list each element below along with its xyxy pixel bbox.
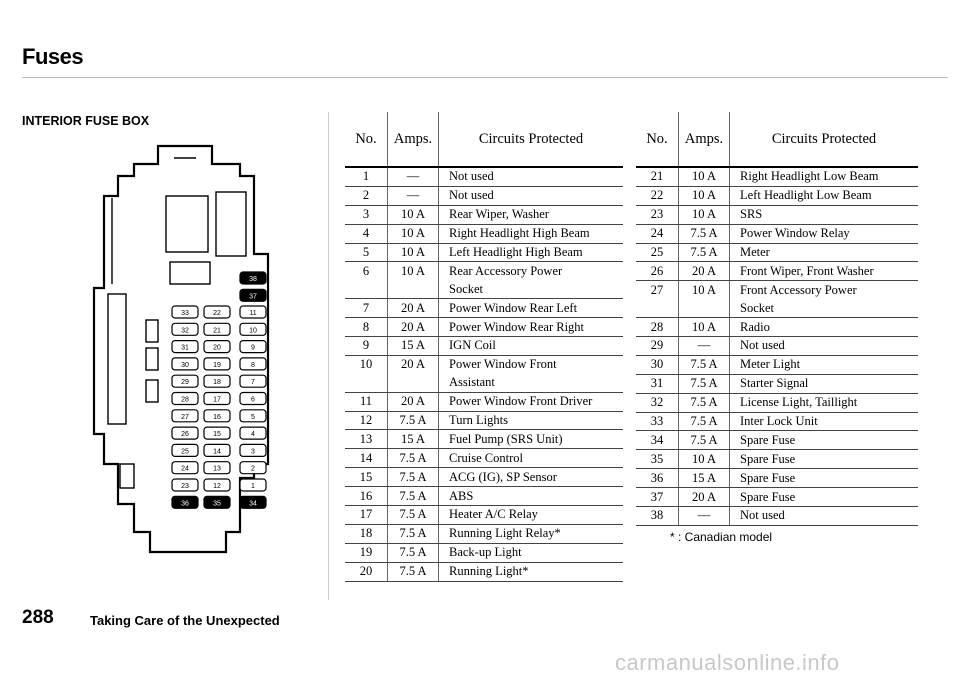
circuit-protected: Rear Accessory Power bbox=[449, 263, 563, 278]
fuse-slot bbox=[240, 444, 266, 456]
section-heading: INTERIOR FUSE BOX bbox=[22, 114, 150, 128]
fuse-slots bbox=[172, 272, 266, 508]
table-row bbox=[636, 393, 918, 412]
fuse-amps: 15 A bbox=[388, 430, 439, 449]
fuse-number: 13 bbox=[345, 430, 388, 449]
fuse-slot bbox=[204, 462, 230, 474]
fuse-number: 37 bbox=[636, 488, 679, 507]
fuse-amps: 7.5 A bbox=[679, 224, 730, 243]
fuse-slot bbox=[240, 393, 266, 405]
circuit-protected: Socket bbox=[439, 280, 624, 298]
fuse-amps bbox=[388, 374, 439, 392]
fuse-slot bbox=[172, 462, 198, 474]
fuse-amps bbox=[679, 299, 730, 317]
fuse-slot bbox=[172, 375, 198, 387]
fuse-slot-label: 27 bbox=[181, 413, 189, 421]
table-row bbox=[636, 167, 918, 186]
circuit-protected: Left Headlight High Beam bbox=[439, 243, 624, 262]
fuse-slot-label: 25 bbox=[181, 448, 189, 456]
fuse-number: 19 bbox=[345, 543, 388, 562]
circuit-protected: Inter Lock Unit bbox=[730, 412, 919, 431]
fuse-slot-label: 4 bbox=[251, 431, 255, 439]
fuse-slot-label: 8 bbox=[251, 361, 255, 369]
fuse-slot bbox=[204, 410, 230, 422]
circuit-protected: Back-up Light bbox=[439, 543, 624, 562]
fuse-slot-label: 10 bbox=[249, 327, 257, 335]
table-row bbox=[636, 262, 918, 281]
circuit-protected: Radio bbox=[730, 318, 919, 337]
page-title: Fuses bbox=[22, 44, 84, 69]
fuse-slot-label: 7 bbox=[251, 379, 255, 387]
fuse-slot-label: 20 bbox=[213, 344, 221, 352]
fuse-amps: 7.5 A bbox=[679, 412, 730, 431]
circuit-protected: Meter Light bbox=[730, 355, 919, 374]
fuse-amps: 10 A bbox=[679, 318, 730, 337]
fuse-slot bbox=[204, 323, 230, 335]
fuse-slot-label: 5 bbox=[251, 413, 255, 421]
fuse-table-21-38 bbox=[636, 112, 918, 526]
header-circuits: Circuits Protected bbox=[730, 112, 919, 167]
circuit-protected: Not used bbox=[439, 186, 624, 205]
fuse-slot bbox=[172, 427, 198, 439]
fuse-slot bbox=[204, 393, 230, 405]
header-amps: Amps. bbox=[679, 112, 730, 167]
fuse-amps: 10 A bbox=[679, 450, 730, 469]
fuse-amps: 20 A bbox=[388, 318, 439, 337]
fuse-amps: — bbox=[388, 186, 439, 205]
fuse-slot bbox=[204, 427, 230, 439]
fuse-slot-label: 16 bbox=[213, 413, 221, 421]
circuit-protected: Not used bbox=[730, 507, 919, 526]
circuit-protected: Starter Signal bbox=[730, 374, 919, 393]
fuse-amps: 10 A bbox=[679, 281, 730, 299]
fuse-rows bbox=[345, 167, 623, 581]
footnote: * : Canadian model bbox=[670, 530, 773, 544]
circuit-protected: Spare Fuse bbox=[730, 469, 919, 488]
circuit-protected: Power Window Front Driver bbox=[439, 392, 624, 411]
fuse-slot bbox=[172, 323, 198, 335]
circuit-protected: Front Wiper, Front Washer bbox=[730, 262, 919, 281]
fuse-number: 11 bbox=[345, 392, 388, 411]
fuse-amps: 10 A bbox=[679, 186, 730, 205]
fuse-number: 5 bbox=[345, 243, 388, 262]
fuse-amps: 10 A bbox=[388, 243, 439, 262]
fuse-slot bbox=[204, 358, 230, 370]
table-row bbox=[636, 318, 918, 337]
circuit-protected: Socket bbox=[730, 299, 919, 317]
fuse-slot-label: 18 bbox=[213, 379, 221, 387]
fuse-amps: 7.5 A bbox=[388, 506, 439, 525]
table-row bbox=[636, 186, 918, 205]
table-row bbox=[636, 205, 918, 224]
fuse-slot-label: 11 bbox=[249, 310, 257, 317]
fuse-number: 28 bbox=[636, 318, 679, 337]
fuse-slot-label: 28 bbox=[181, 396, 189, 404]
circuit-protected: License Light, Taillight bbox=[730, 393, 919, 412]
fuse-number: 32 bbox=[636, 393, 679, 412]
fuse-slot bbox=[172, 306, 198, 318]
table-row bbox=[636, 224, 918, 243]
table-row bbox=[345, 524, 623, 543]
fuse-amps: 20 A bbox=[679, 488, 730, 507]
fuse-number: 27 bbox=[636, 281, 679, 299]
fuse-amps: 7.5 A bbox=[679, 243, 730, 262]
interior-fuse-box-diagram bbox=[88, 134, 288, 558]
fuse-number: 8 bbox=[345, 318, 388, 337]
fuse-slot-label: 33 bbox=[181, 310, 189, 317]
fuse-number: 3 bbox=[345, 205, 388, 224]
fuse-slot-label: 19 bbox=[213, 361, 221, 369]
table-row bbox=[345, 280, 623, 298]
fuse-slot bbox=[172, 393, 198, 405]
circuit-protected: Rear Wiper, Washer bbox=[439, 205, 624, 224]
fuse-number bbox=[345, 280, 388, 298]
fuse-number bbox=[636, 299, 679, 317]
fuse-slot-label: 1 bbox=[251, 483, 255, 490]
fuse-slot bbox=[240, 272, 266, 284]
fuse-amps: 20 A bbox=[388, 392, 439, 411]
fuse-slot-label: 32 bbox=[181, 327, 189, 335]
fuse-amps: 7.5 A bbox=[679, 374, 730, 393]
table-row bbox=[345, 543, 623, 562]
table-row bbox=[636, 281, 918, 299]
header-amps: Amps. bbox=[388, 112, 439, 167]
fuse-slot-label: 29 bbox=[181, 379, 189, 387]
fuse-slot bbox=[172, 341, 198, 353]
circuit-protected: Right Headlight Low Beam bbox=[730, 167, 919, 186]
fuse-slot bbox=[240, 479, 266, 491]
table-row bbox=[345, 468, 623, 487]
fuse-slot-label: 30 bbox=[181, 361, 189, 369]
fuse-slot bbox=[172, 496, 198, 508]
fuse-rows bbox=[636, 167, 918, 525]
table-row bbox=[636, 450, 918, 469]
fuse-slot bbox=[204, 479, 230, 491]
circuit-protected: Meter bbox=[730, 243, 919, 262]
fuse-amps: 7.5 A bbox=[388, 543, 439, 562]
fuse-number bbox=[345, 374, 388, 392]
fuse-slot bbox=[172, 358, 198, 370]
circuit-protected: Running Light* bbox=[439, 562, 624, 581]
fuse-amps: 7.5 A bbox=[388, 449, 439, 468]
fuse-slot-label: 24 bbox=[181, 465, 189, 473]
fuse-amps: — bbox=[679, 507, 730, 526]
fuse-amps: 10 A bbox=[679, 205, 730, 224]
fuse-number: 36 bbox=[636, 469, 679, 488]
table-row bbox=[345, 318, 623, 337]
table-row bbox=[345, 562, 623, 581]
fuse-slot bbox=[204, 375, 230, 387]
table-row bbox=[345, 262, 623, 280]
circuit-protected: Not used bbox=[730, 337, 919, 356]
fuse-number: 34 bbox=[636, 431, 679, 450]
table-row bbox=[345, 487, 623, 506]
fuse-amps: — bbox=[679, 337, 730, 356]
header-circuits: Circuits Protected bbox=[439, 112, 624, 167]
table-row bbox=[636, 412, 918, 431]
fuse-amps: 15 A bbox=[388, 337, 439, 356]
fuse-amps: 20 A bbox=[388, 355, 439, 373]
circuit-protected: Power Window Rear Left bbox=[439, 299, 624, 318]
circuit-protected: Power Window Relay bbox=[730, 224, 919, 243]
fuse-number: 21 bbox=[636, 167, 679, 186]
circuit-protected: Assistant bbox=[439, 374, 624, 392]
circuit-protected: Left Headlight Low Beam bbox=[730, 186, 919, 205]
fuse-slot-label: 6 bbox=[251, 396, 255, 404]
circuit-protected: Spare Fuse bbox=[730, 431, 919, 450]
circuit-protected: Not used bbox=[439, 167, 624, 186]
fuse-slot bbox=[204, 496, 230, 508]
page-number: 288 bbox=[22, 607, 54, 628]
table-row bbox=[345, 186, 623, 205]
fuse-amps: 20 A bbox=[679, 262, 730, 281]
circuit-protected: IGN Coil bbox=[439, 337, 624, 356]
column-divider bbox=[328, 112, 329, 600]
fuse-slot-label: 34 bbox=[249, 500, 257, 508]
table-row bbox=[345, 167, 623, 186]
fuse-slot bbox=[240, 427, 266, 439]
fuse-number: 20 bbox=[345, 562, 388, 581]
fuse-number: 31 bbox=[636, 374, 679, 393]
fuse-slot bbox=[240, 306, 266, 318]
table-row bbox=[345, 243, 623, 262]
fuse-slot-label: 17 bbox=[213, 396, 221, 404]
circuit-protected: Turn Lights bbox=[439, 411, 624, 430]
fuse-number: 38 bbox=[636, 507, 679, 526]
fuse-number: 26 bbox=[636, 262, 679, 281]
fuse-amps bbox=[388, 280, 439, 298]
fuse-amps: 20 A bbox=[388, 299, 439, 318]
fuse-slot bbox=[204, 341, 230, 353]
circuit-protected: Running Light Relay* bbox=[439, 524, 624, 543]
header-no: No. bbox=[636, 112, 679, 167]
circuit-protected: ABS bbox=[439, 487, 624, 506]
fuse-amps: 7.5 A bbox=[679, 393, 730, 412]
table-row bbox=[636, 337, 918, 356]
fuse-amps: 10 A bbox=[388, 205, 439, 224]
fuse-slot bbox=[204, 444, 230, 456]
fuse-slot-label: 38 bbox=[249, 276, 257, 283]
fuse-number: 22 bbox=[636, 186, 679, 205]
circuit-protected: SRS bbox=[730, 205, 919, 224]
fuse-amps: — bbox=[388, 167, 439, 186]
fuse-slot-label: 15 bbox=[213, 431, 221, 439]
fuse-slot-label: 9 bbox=[251, 344, 255, 352]
fuse-amps: 7.5 A bbox=[679, 431, 730, 450]
circuit-protected: Power Window Front bbox=[449, 357, 557, 372]
fuse-number: 2 bbox=[345, 186, 388, 205]
fuse-slot bbox=[240, 410, 266, 422]
fuse-number: 9 bbox=[345, 337, 388, 356]
table-row bbox=[345, 411, 623, 430]
fuse-amps: 7.5 A bbox=[388, 524, 439, 543]
fuse-amps: 10 A bbox=[679, 167, 730, 186]
fuse-amps: 10 A bbox=[388, 262, 439, 280]
fuse-slot-label: 2 bbox=[251, 465, 255, 473]
fuse-slot-label: 36 bbox=[181, 500, 189, 508]
fuse-number: 24 bbox=[636, 224, 679, 243]
header-no: No. bbox=[345, 112, 388, 167]
table-row bbox=[345, 374, 623, 392]
fuse-slot bbox=[204, 306, 230, 318]
fuse-number: 25 bbox=[636, 243, 679, 262]
table-row bbox=[636, 507, 918, 526]
fuse-number: 17 bbox=[345, 506, 388, 525]
fuse-amps: 7.5 A bbox=[679, 355, 730, 374]
fuse-slot bbox=[172, 479, 198, 491]
fuse-number: 18 bbox=[345, 524, 388, 543]
table-row bbox=[636, 355, 918, 374]
circuit-protected: Heater A/C Relay bbox=[439, 506, 624, 525]
fuse-number: 23 bbox=[636, 205, 679, 224]
page-footer-title: Taking Care of the Unexpected bbox=[90, 613, 280, 628]
table-row bbox=[345, 299, 623, 318]
fuse-slot-label: 35 bbox=[213, 500, 221, 508]
fuse-number: 4 bbox=[345, 224, 388, 243]
fuse-slot bbox=[240, 341, 266, 353]
circuit-protected: Spare Fuse bbox=[730, 488, 919, 507]
fuse-number: 16 bbox=[345, 487, 388, 506]
fuse-slot-label: 14 bbox=[213, 448, 221, 456]
fuse-number: 14 bbox=[345, 449, 388, 468]
fuse-amps: 7.5 A bbox=[388, 562, 439, 581]
circuit-protected: Power Window Rear Right bbox=[439, 318, 624, 337]
table-row bbox=[636, 374, 918, 393]
fuse-slot-label: 22 bbox=[213, 310, 221, 317]
fuse-slot bbox=[172, 410, 198, 422]
table-row bbox=[345, 355, 623, 373]
circuit-protected: Front Accessory Power bbox=[740, 282, 857, 297]
circuit-protected: Cruise Control bbox=[439, 449, 624, 468]
table-row bbox=[345, 337, 623, 356]
fuse-slot-label: 21 bbox=[213, 327, 221, 335]
table-row bbox=[636, 431, 918, 450]
circuit-protected: Spare Fuse bbox=[730, 450, 919, 469]
fuse-number: 15 bbox=[345, 468, 388, 487]
table-row bbox=[345, 205, 623, 224]
fuse-number: 1 bbox=[345, 167, 388, 186]
header-divider bbox=[22, 77, 948, 78]
circuit-protected: ACG (IG), SP Sensor bbox=[439, 468, 624, 487]
fuse-amps: 7.5 A bbox=[388, 468, 439, 487]
table-row bbox=[636, 299, 918, 317]
circuit-protected: Fuel Pump (SRS Unit) bbox=[439, 430, 624, 449]
table-row bbox=[636, 469, 918, 488]
fuse-slot-label: 3 bbox=[251, 448, 255, 456]
fuse-slot bbox=[240, 358, 266, 370]
watermark: carmanualsonline.info bbox=[615, 650, 840, 675]
fuse-amps: 10 A bbox=[388, 224, 439, 243]
fuse-slot bbox=[240, 496, 266, 508]
fuse-number: 30 bbox=[636, 355, 679, 374]
circuit-protected: Right Headlight High Beam bbox=[439, 224, 624, 243]
fuse-slot bbox=[240, 289, 266, 301]
fuse-slot bbox=[240, 462, 266, 474]
table-row bbox=[345, 430, 623, 449]
table-row bbox=[345, 506, 623, 525]
table-row bbox=[345, 392, 623, 411]
fuse-number: 6 bbox=[345, 262, 388, 280]
fuse-slot-label: 23 bbox=[181, 483, 189, 490]
fuse-amps: 15 A bbox=[679, 469, 730, 488]
table-row bbox=[636, 488, 918, 507]
table-row bbox=[345, 224, 623, 243]
fuse-slot-label: 13 bbox=[213, 465, 221, 473]
fuse-number: 29 bbox=[636, 337, 679, 356]
fuse-number: 35 bbox=[636, 450, 679, 469]
fuse-slot-label: 12 bbox=[213, 483, 221, 490]
fuse-number: 7 bbox=[345, 299, 388, 318]
fuse-amps: 7.5 A bbox=[388, 487, 439, 506]
fuse-slot bbox=[240, 323, 266, 335]
table-row bbox=[636, 243, 918, 262]
fuse-number: 33 bbox=[636, 412, 679, 431]
fuse-slot-label: 31 bbox=[181, 344, 189, 352]
fuse-slot-label: 26 bbox=[181, 431, 189, 439]
table-row bbox=[345, 449, 623, 468]
fuse-number: 12 bbox=[345, 411, 388, 430]
fuse-table-1-20 bbox=[345, 112, 623, 582]
fuse-amps: 7.5 A bbox=[388, 411, 439, 430]
fuse-slot bbox=[172, 444, 198, 456]
fuse-slot bbox=[240, 375, 266, 387]
fuse-slot-label: 37 bbox=[249, 293, 257, 301]
fuse-number: 10 bbox=[345, 355, 388, 373]
